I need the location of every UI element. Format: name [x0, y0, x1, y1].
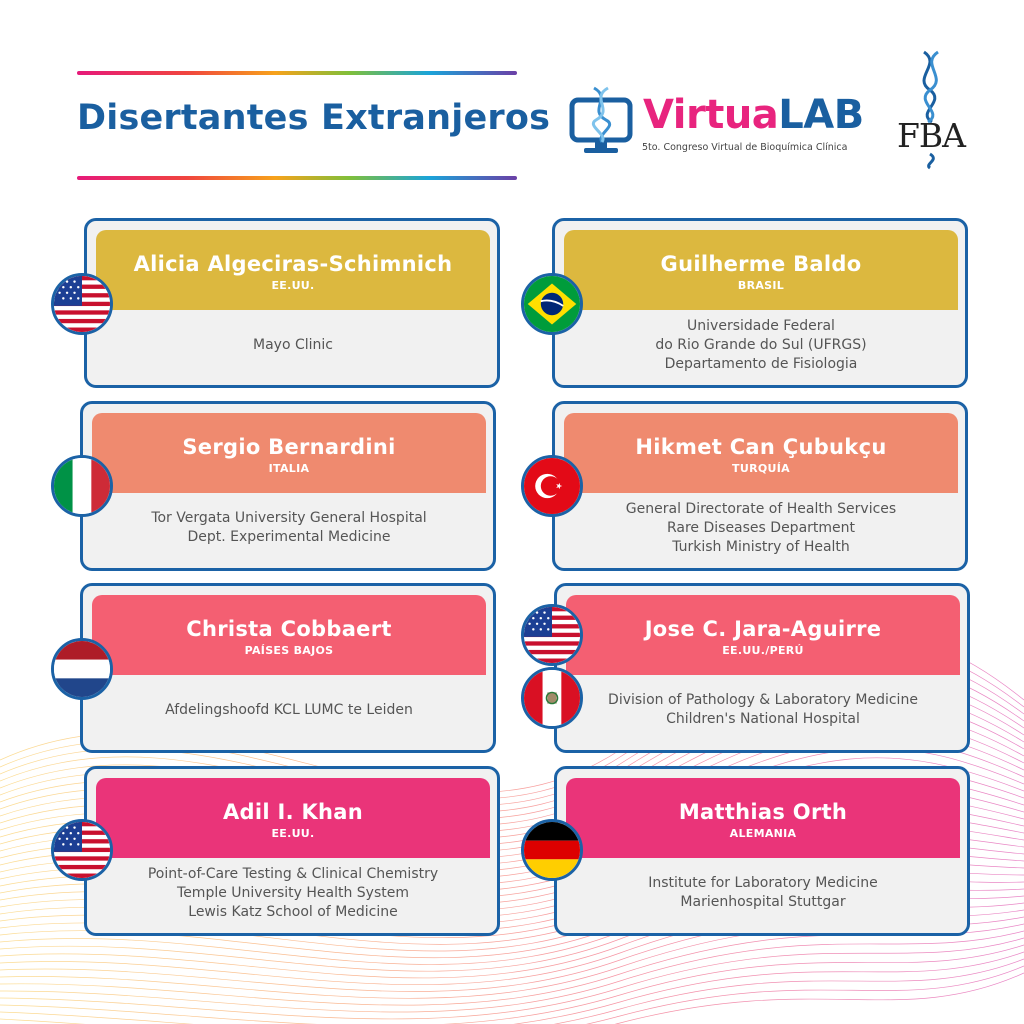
speaker-header: [96, 230, 490, 310]
page-title: Disertantes Extranjeros: [77, 98, 551, 138]
speaker-country: EE.UU.: [271, 827, 315, 840]
affiliation-line: Temple University Health System: [177, 884, 409, 901]
speaker-header: [92, 595, 486, 675]
netherlands-flag-icon: [51, 638, 113, 700]
speaker-affiliation: [92, 493, 486, 563]
brazil-flag-icon: [521, 273, 583, 335]
speaker-country: ITALIA: [268, 462, 310, 475]
speaker-affiliation: [92, 675, 486, 745]
speaker-name: Christa Cobbaert: [186, 617, 392, 641]
speaker-card: [80, 583, 496, 753]
speaker-affiliation: [96, 858, 490, 928]
fba-wordmark: FBA: [897, 116, 965, 155]
affiliation-line: Institute for Laboratory Medicine: [648, 875, 878, 891]
fba-logo: [890, 50, 970, 170]
affiliation-line: Children's National Hospital: [666, 711, 860, 727]
affiliation-line: General Directorate of Health Services: [625, 500, 897, 517]
speaker-card: [552, 218, 968, 388]
speaker-header: [92, 413, 486, 493]
speaker-country: BRASIL: [737, 279, 785, 292]
speaker-card: [554, 583, 970, 753]
speaker-affiliation: [566, 675, 960, 745]
affiliation-line: Division of Pathology & Laboratory Medicine: [608, 692, 918, 708]
speaker-affiliation: [566, 858, 960, 928]
virtualab-subtitle: 5to. Congreso Virtual de Bioquímica Clínica: [642, 142, 848, 153]
speaker-header: [96, 778, 490, 858]
title-bottom-line: [77, 176, 517, 180]
affiliation-line: Tor Vergata University General Hospital: [151, 510, 427, 526]
title-top-line: [77, 71, 517, 75]
speaker-card: [552, 401, 968, 571]
usa-flag-icon: [51, 819, 113, 881]
virtualab-wordmark: VirtuaLAB: [643, 92, 864, 138]
peru-flag-icon: [521, 667, 583, 729]
speaker-card: [80, 401, 496, 571]
speaker-country: EE.UU./PERÚ: [722, 644, 804, 657]
italy-flag-icon: [51, 455, 113, 517]
speaker-name: Matthias Orth: [678, 800, 848, 824]
speaker-header: [564, 230, 958, 310]
affiliation-line: Universidade Federal: [687, 317, 835, 334]
speaker-affiliation: [96, 310, 490, 380]
germany-flag-icon: [521, 819, 583, 881]
affiliation-line: do Rio Grande do Sul (UFRGS): [655, 336, 867, 353]
speaker-header: [564, 413, 958, 493]
speaker-header: [566, 595, 960, 675]
affiliation-line: Marienhospital Stuttgar: [680, 894, 846, 910]
affiliation-line: Mayo Clinic: [253, 336, 333, 353]
speaker-card: [554, 766, 970, 936]
speaker-affiliation: [564, 310, 958, 380]
virtualab-logo: [568, 84, 864, 164]
affiliation-line: Point-of-Care Testing & Clinical Chemistry: [147, 865, 439, 882]
affiliation-line: Departamento de Fisiologia: [664, 355, 858, 372]
speaker-name: Jose C. Jara-Aguirre: [644, 617, 882, 641]
speaker-country: ALEMANIA: [729, 827, 797, 840]
affiliation-line: Rare Diseases Department: [666, 519, 856, 536]
speaker-card: [84, 766, 500, 936]
speaker-affiliation: [564, 493, 958, 563]
monitor-dna-icon: [568, 84, 638, 160]
speaker-country: EE.UU.: [271, 279, 315, 292]
turkey-flag-icon: [521, 455, 583, 517]
affiliation-line: Turkish Ministry of Health: [672, 538, 850, 555]
affiliation-line: Lewis Katz School of Medicine: [188, 903, 398, 920]
speaker-name: Guilherme Baldo: [660, 252, 862, 276]
usa-flag-icon: [521, 604, 583, 666]
speaker-header: [566, 778, 960, 858]
speaker-card: [84, 218, 500, 388]
speaker-country: PAÍSES BAJOS: [244, 644, 334, 657]
speaker-country: TURQUÍA: [732, 462, 790, 475]
usa-flag-icon: [51, 273, 113, 335]
speaker-name: Alicia Algeciras-Schimnich: [133, 252, 453, 276]
affiliation-line: Dept. Experimental Medicine: [187, 529, 391, 545]
speaker-name: Hikmet Can Çubukçu: [635, 435, 887, 459]
affiliation-line: Afdelingshoofd KCL LUMC te Leiden: [165, 701, 413, 718]
speaker-name: Adil I. Khan: [222, 800, 364, 824]
speaker-name: Sergio Bernardini: [182, 435, 396, 459]
